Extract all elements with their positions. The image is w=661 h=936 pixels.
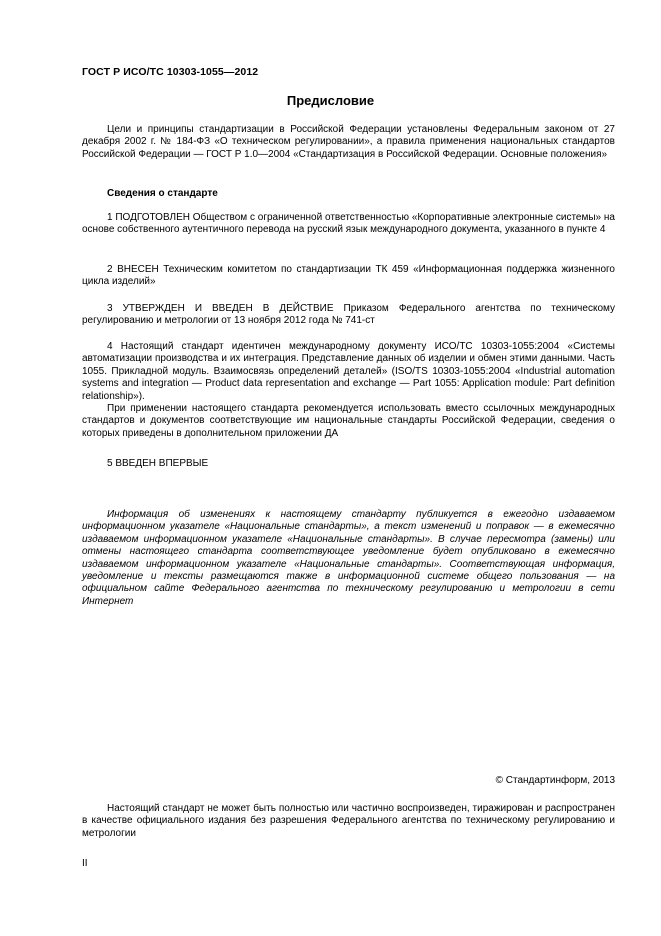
item-2-text: 2 ВНЕСЕН Техническим комитетом по стандартизации ТК 459 «Информационная поддержка жизненного цикла изделий» [82, 264, 615, 288]
item-4-text-continued: При применении настоящего стандарта рекомендуется использовать вместо ссылочных международных стандартов и документов соответствующие им национальные стандарты Российской Федерации, сведения о которых приведены в дополнительном приложении ДА [82, 403, 615, 439]
page-number: II [82, 858, 88, 869]
item-4-text: 4 Настоящий стандарт идентичен международному документу ИСО/ТС 10303-1055:2004 «Системы автоматизации производства и их интеграция. Представление данных об изделии и обмен этими данными. Часть 1055. Прикладной модуль. Взаимосвязь определений деталей» (ISO/TS 10303-1055:2004 «Industrial automation systems and integration — Product data representation and exchange — Part 1055: Application module: Part definition relationship»). [82, 341, 615, 402]
notice-text: Информация об изменениях к настоящему стандарту публикуется в ежегодно издаваемом информационном указателе «Национальные стандарты», а текст изменений и поправок — в ежемесячно издаваемом информационном указателе «Национальные стандарты». В случае пересмотра (замены) или отмены настоящего стандарта соответствующее уведомление будет опубликовано в ежемесячно издаваемом информационном указателе «Национальные стандарты». Соответствующая информация, уведомление и тексты размещаются также в информационной системе общего пользования — на официальном сайте Федерального агентства по техническому регулированию и метрологии в сети Интернет [82, 509, 615, 607]
intro-text: Цели и принципы стандартизации в Российской Федерации установлены Федеральным законом от 27 декабря 2002 г. № 184-ФЗ «О техническом регулировании», а правила применения национальных стандартов Российской Федерации — ГОСТ Р 1.0—2004 «Стандартизация в Российской Федерации. Основные положения» [82, 124, 615, 160]
copyright-line: © Стандартинформ, 2013 [495, 775, 615, 786]
item-4-paragraph [82, 341, 615, 440]
item-3-text: 3 УТВЕРЖДЕН И ВВЕДЕН В ДЕЙСТВИЕ Приказом Федерального агентства по техническому регулированию и метрологии от 13 ноября 2012 года № 741-ст [82, 303, 615, 327]
item-1-text: 1 ПОДГОТОВЛЕН Обществом с ограниченной ответственностью «Корпоративные электронные системы» на основе собственного аутентичного перевода на русский язык международного документа, указанного в пункте 4 [82, 212, 615, 236]
reproduction-notice [82, 803, 615, 840]
item-3-paragraph [82, 303, 615, 328]
item-1-paragraph [82, 212, 615, 237]
item-5-paragraph [82, 458, 615, 470]
reproduction-text: Настоящий стандарт не может быть полностью или частично воспроизведен, тиражирован и распространен в качестве официального издания без разрешения Федерального агентства по техническому регулированию и метрологии [82, 803, 615, 839]
intro-paragraph [82, 124, 615, 161]
about-standard-heading: Сведения о стандарте [107, 188, 218, 199]
item-2-paragraph [82, 264, 615, 289]
notice-paragraph [82, 509, 615, 608]
standard-code-header: ГОСТ Р ИСО/ТС 10303-1055—2012 [82, 66, 259, 78]
page-title: Предисловие [286, 93, 375, 108]
item-5-text: 5 ВВЕДЕН ВПЕРВЫЕ [107, 458, 209, 469]
